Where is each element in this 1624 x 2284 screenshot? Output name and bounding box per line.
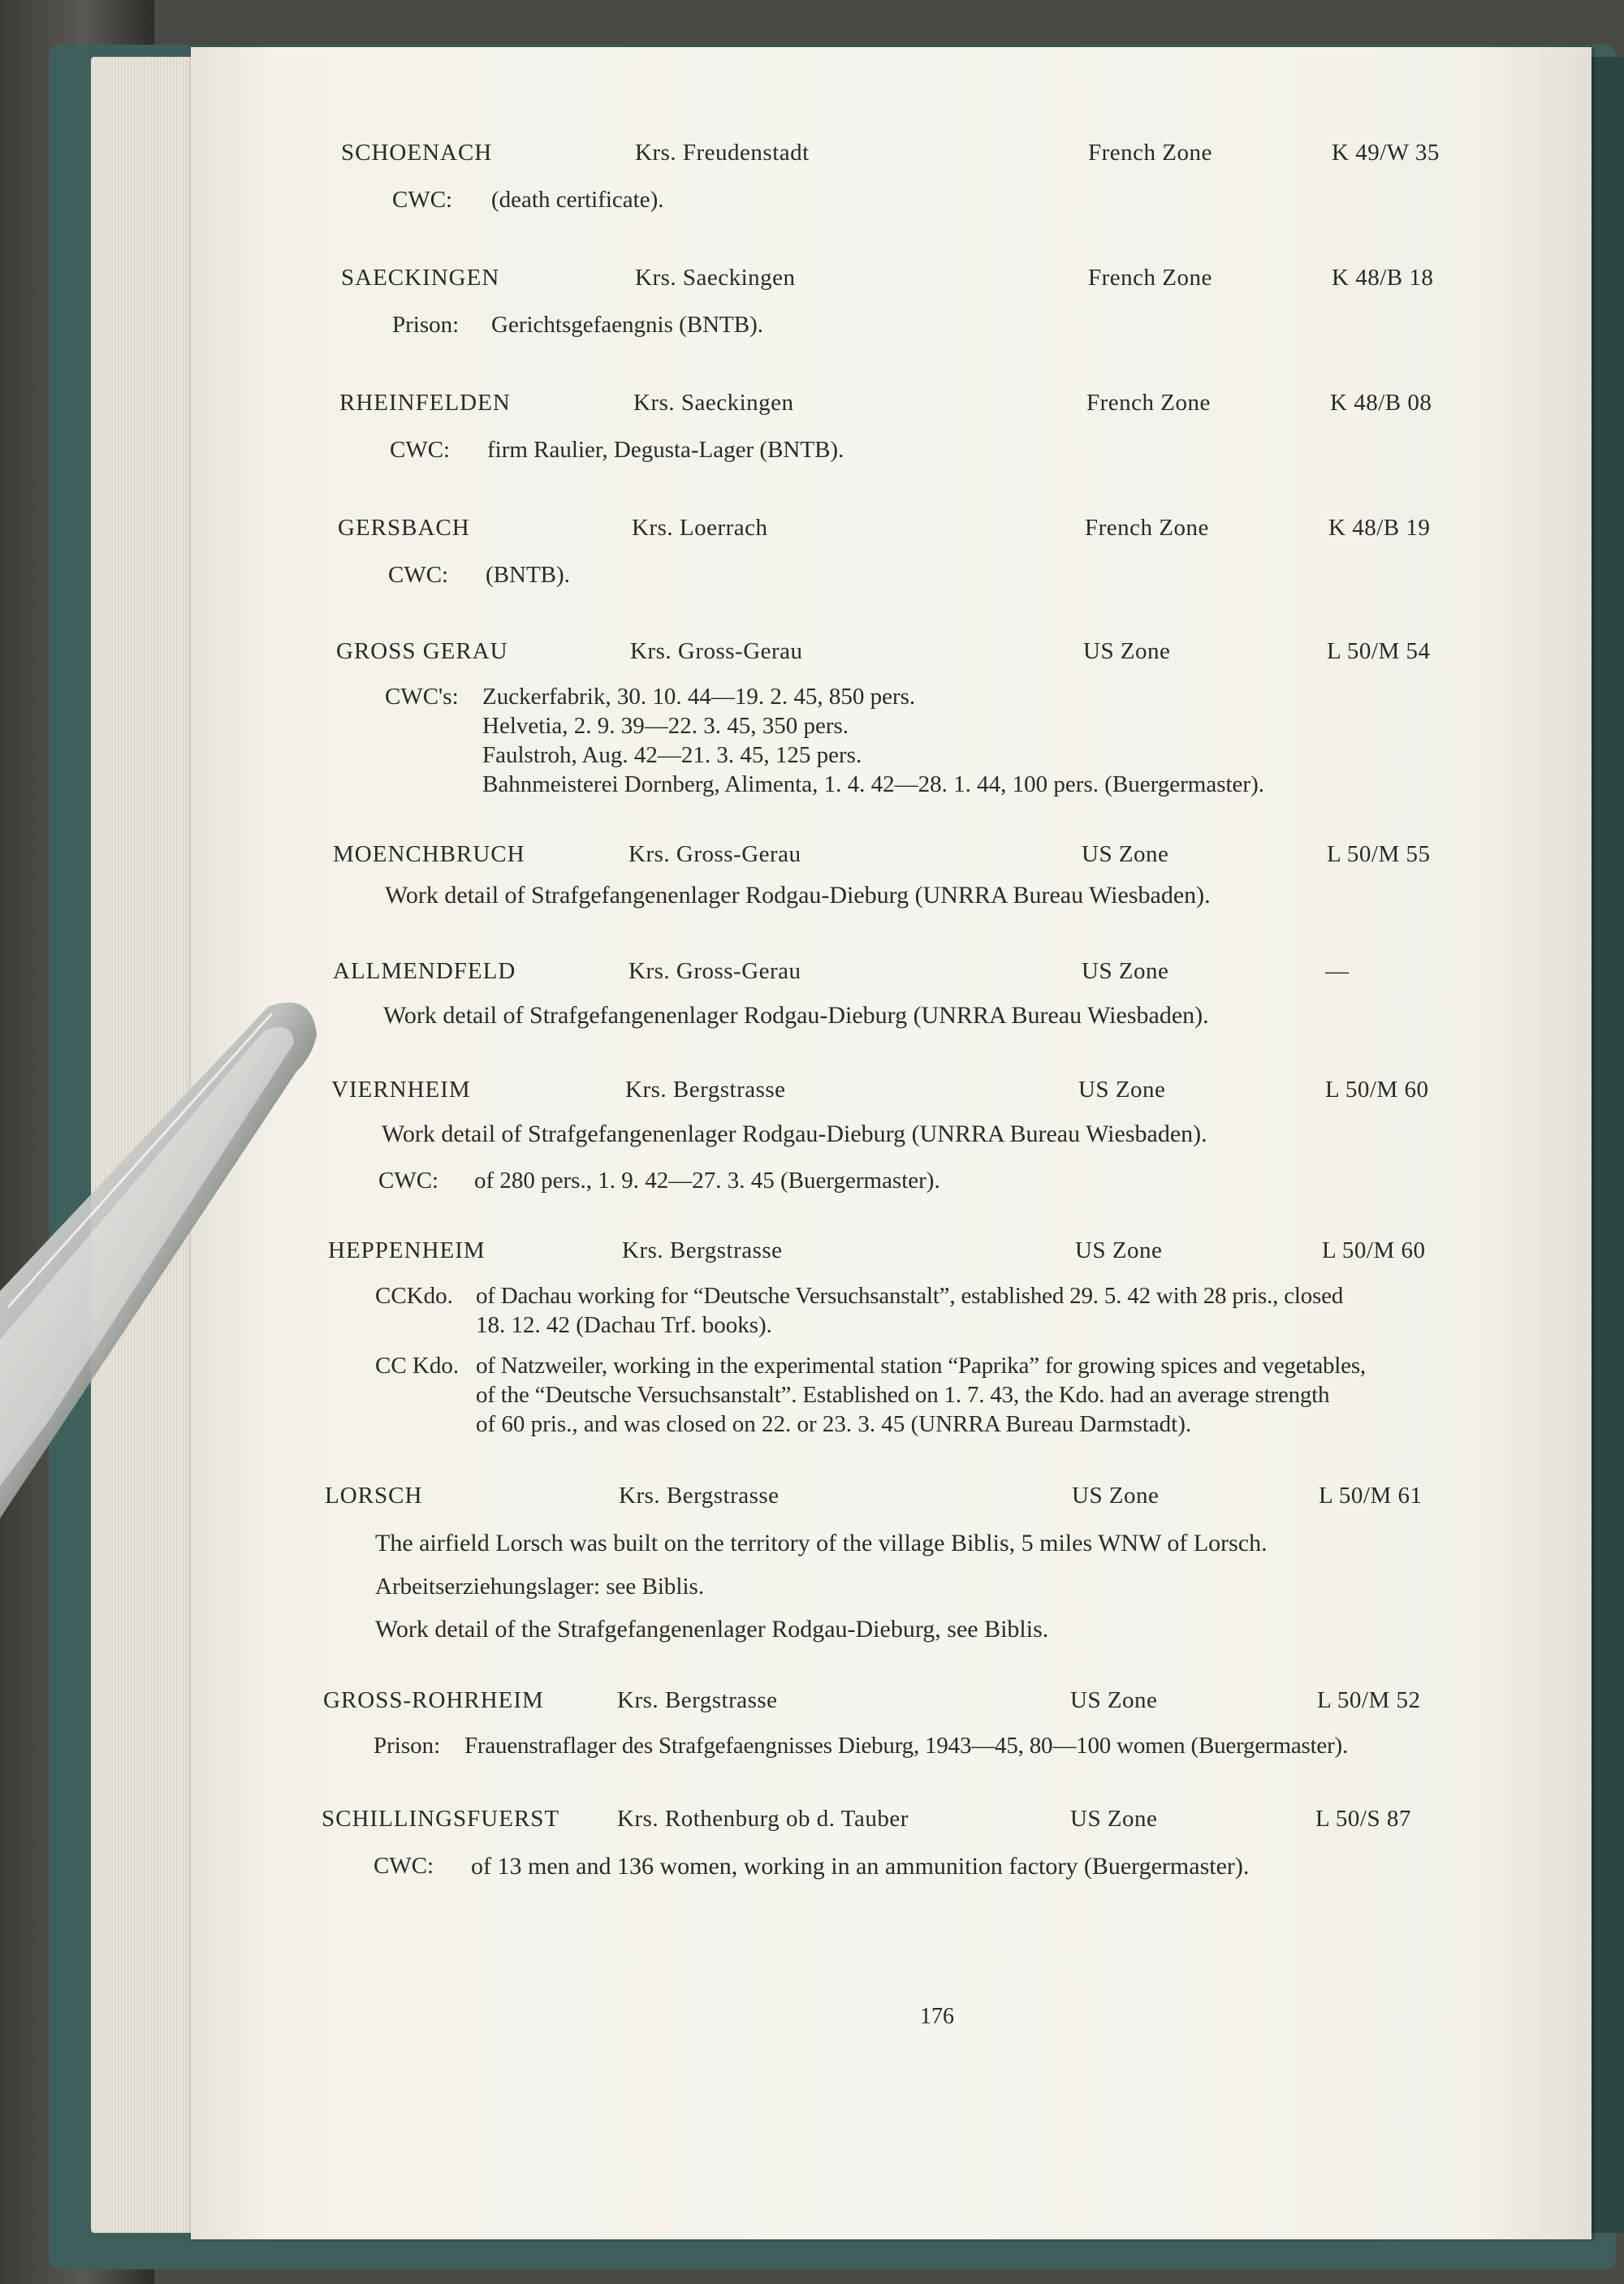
grid-reference: L 50/M 55 xyxy=(1327,841,1431,867)
district: Krs. Bergstrasse xyxy=(619,1483,780,1509)
detail-line: of Dachau working for “Deutsche Versuchsanstalt”, established 29. 5. 42 with 28 pris., closed xyxy=(476,1283,1344,1309)
detail-label: Prison: xyxy=(392,312,460,338)
place-name: ALLMENDFELD xyxy=(333,958,516,984)
zone: US Zone xyxy=(1070,1806,1158,1832)
place-name: GROSS GERAU xyxy=(336,638,508,664)
place-name: VIERNHEIM xyxy=(331,1077,471,1103)
zone: French Zone xyxy=(1088,265,1212,291)
detail-label: Prison: xyxy=(374,1733,441,1759)
detail-label: CCKdo. xyxy=(375,1283,453,1309)
district: Krs. Loerrach xyxy=(632,515,768,541)
grid-reference: L 50/S 87 xyxy=(1315,1806,1411,1832)
grid-reference: K 48/B 08 xyxy=(1330,390,1432,416)
zone: French Zone xyxy=(1086,390,1211,416)
book-cover-edge xyxy=(1592,57,1624,2233)
note-line: Work detail of Strafgefangenenlager Rodgau-Dieburg (UNRRA Bureau Wiesbaden). xyxy=(383,1002,1209,1029)
place-name: LORSCH xyxy=(325,1483,423,1509)
detail-line: of 60 pris., and was closed on 22. or 23. 3. 45 (UNRRA Bureau Darmstadt). xyxy=(476,1411,1192,1437)
detail-line: Zuckerfabrik, 30. 10. 44—19. 2. 45, 850 pers. xyxy=(482,684,916,710)
grid-reference: K 48/B 18 xyxy=(1332,265,1434,291)
grid-reference: L 50/M 52 xyxy=(1317,1687,1421,1713)
place-name: RHEINFELDEN xyxy=(339,390,511,416)
detail-line: Gerichtsgefaengnis (BNTB). xyxy=(491,312,764,338)
zone: US Zone xyxy=(1083,638,1171,664)
grid-reference: L 50/M 60 xyxy=(1325,1077,1429,1103)
detail-label: CWC: xyxy=(378,1168,439,1194)
page-number: 176 xyxy=(920,2004,954,2029)
district: Krs. Gross-Gerau xyxy=(628,958,801,984)
detail-line: 18. 12. 42 (Dachau Trf. books). xyxy=(476,1312,772,1338)
zone: US Zone xyxy=(1078,1077,1166,1103)
district: Krs. Bergstrasse xyxy=(622,1237,783,1263)
detail-line: of 280 pers., 1. 9. 42—27. 3. 45 (Buergermaster). xyxy=(474,1168,940,1194)
detail-line: Frauenstraflager des Strafgefaengnisses Dieburg, 1943—45, 80—100 women (Buergermaster). xyxy=(464,1733,1349,1759)
detail-line: (BNTB). xyxy=(486,562,570,588)
place-name: GROSS-ROHRHEIM xyxy=(323,1687,544,1713)
district: Krs. Rothenburg ob d. Tauber xyxy=(617,1806,909,1832)
district: Krs. Bergstrasse xyxy=(617,1687,778,1713)
note-line: The airfield Lorsch was built on the territory of the village Biblis, 5 miles WNW of Lorsch. xyxy=(375,1530,1268,1556)
note-line: Work detail of the Strafgefangenenlager Rodgau-Dieburg, see Biblis. xyxy=(375,1616,1049,1643)
detail-label: CWC: xyxy=(388,562,449,588)
detail-line: (death certificate). xyxy=(491,187,664,213)
place-name: SCHILLINGSFUERST xyxy=(322,1806,560,1832)
detail-label: CWC: xyxy=(374,1853,434,1879)
district: Krs. Freudenstadt xyxy=(635,140,810,166)
place-name: MOENCHBRUCH xyxy=(333,841,525,867)
note-line: Arbeitserziehungslager: see Biblis. xyxy=(375,1574,705,1600)
detail-label: CWC: xyxy=(392,187,453,213)
grid-reference: L 50/M 60 xyxy=(1322,1237,1426,1263)
zone: US Zone xyxy=(1075,1237,1163,1263)
zone: US Zone xyxy=(1072,1483,1160,1509)
detail-line: Faulstroh, Aug. 42—21. 3. 45, 125 pers. xyxy=(482,742,862,768)
zone: French Zone xyxy=(1088,140,1212,166)
detail-label: CC Kdo. xyxy=(375,1353,460,1379)
place-name: SAECKINGEN xyxy=(341,265,500,291)
grid-reference: — xyxy=(1325,958,1350,984)
district: Krs. Gross-Gerau xyxy=(630,638,803,664)
detail-line: Bahnmeisterei Dornberg, Alimenta, 1. 4. 42—28. 1. 44, 100 pers. (Buergermaster). xyxy=(482,771,1264,797)
district: Krs. Saeckingen xyxy=(633,390,794,416)
detail-label: CWC's: xyxy=(385,684,459,710)
detail-line: Helvetia, 2. 9. 39—22. 3. 45, 350 pers. xyxy=(482,713,849,739)
grid-reference: L 50/M 61 xyxy=(1319,1483,1423,1509)
grid-reference: K 49/W 35 xyxy=(1332,140,1440,166)
detail-label: CWC: xyxy=(390,437,451,463)
detail-line: of 13 men and 136 women, working in an ammunition factory (Buergermaster). xyxy=(471,1853,1250,1880)
detail-line: of Natzweiler, working in the experimental station “Paprika” for growing spices and vegetables, xyxy=(476,1353,1366,1379)
place-name: SCHOENACH xyxy=(341,140,493,166)
note-line: Work detail of Strafgefangenenlager Rodgau-Dieburg (UNRRA Bureau Wiesbaden). xyxy=(382,1120,1207,1147)
district: Krs. Gross-Gerau xyxy=(628,841,801,867)
zone: US Zone xyxy=(1082,958,1169,984)
district: Krs. Bergstrasse xyxy=(625,1077,786,1103)
place-name: GERSBACH xyxy=(338,515,470,541)
detail-line: firm Raulier, Degusta-Lager (BNTB). xyxy=(487,437,844,463)
tweezers-tool xyxy=(0,999,341,1551)
detail-line: of the “Deutsche Versuchsanstalt”. Established on 1. 7. 43, the Kdo. had an average strength xyxy=(476,1382,1330,1408)
zone: French Zone xyxy=(1085,515,1209,541)
place-name: HEPPENHEIM xyxy=(328,1237,486,1263)
grid-reference: K 48/B 19 xyxy=(1328,515,1431,541)
zone: US Zone xyxy=(1070,1687,1158,1713)
note-line: Work detail of Strafgefangenenlager Rodgau-Dieburg (UNRRA Bureau Wiesbaden). xyxy=(385,882,1211,909)
grid-reference: L 50/M 54 xyxy=(1327,638,1431,664)
zone: US Zone xyxy=(1082,841,1169,867)
district: Krs. Saeckingen xyxy=(635,265,796,291)
